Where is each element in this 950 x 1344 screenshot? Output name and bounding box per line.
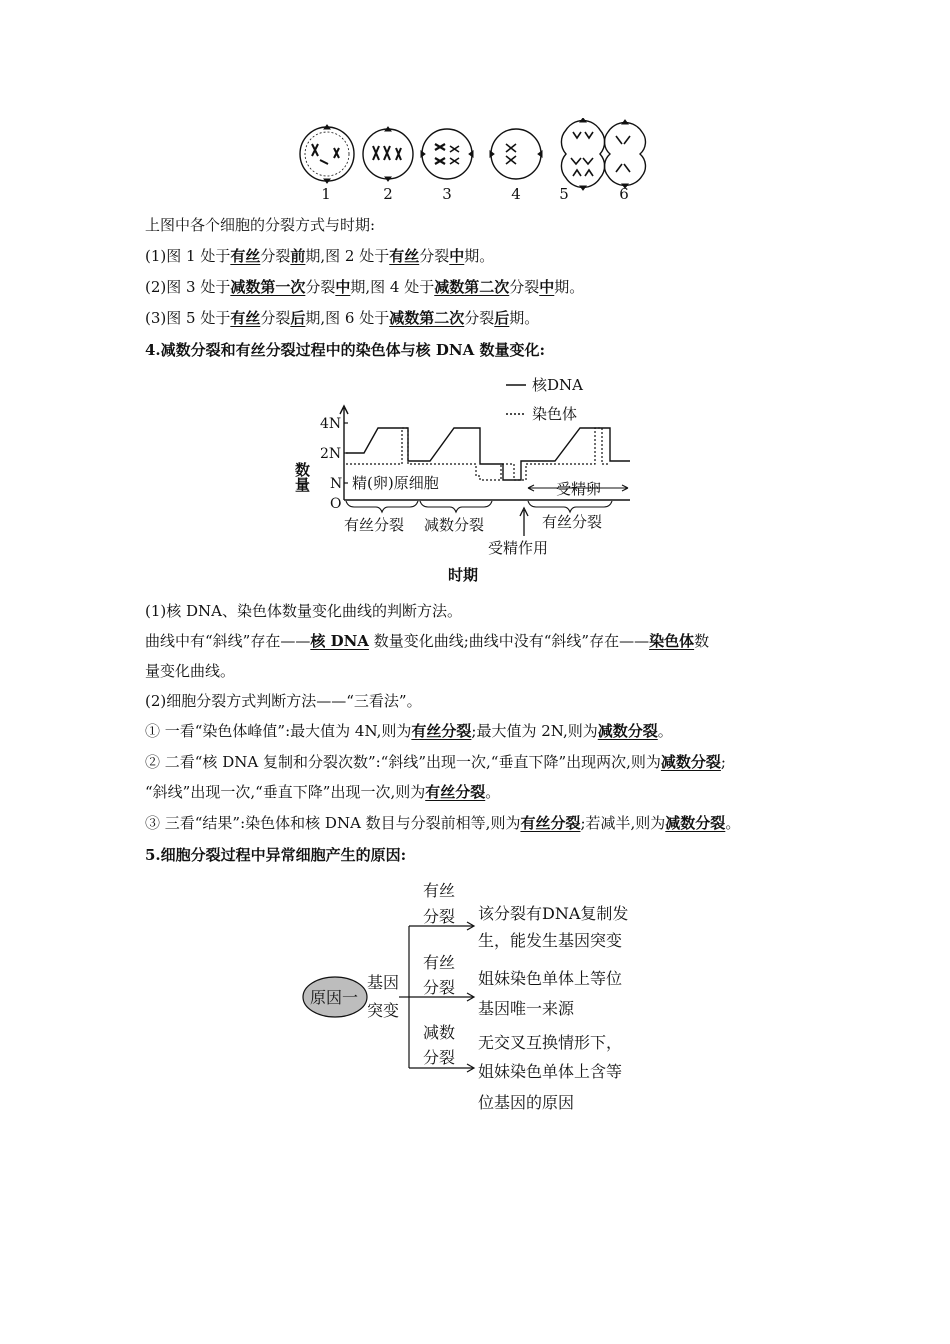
result-3-line-3: 位基因的原因	[478, 1093, 575, 1112]
look-2: ② 二看“核 DNA 复制和分裂次数”:“斜线”出现一次,“垂直下降”出现两次,则为减数分裂;	[145, 753, 726, 771]
x-axis-label: 时期	[448, 566, 479, 584]
root-node: 原因一	[310, 988, 359, 1007]
cell-label-5: 5	[559, 185, 569, 203]
cell-label-6: 6	[619, 185, 629, 203]
branch-2-bottom: 分裂	[423, 978, 456, 997]
y-tick-2n: 2N	[320, 446, 342, 462]
answer-line-2: (2)图 3 处于减数第一次分裂中期,图 4 处于减数第二次分裂中期。	[145, 278, 585, 296]
mid-node-1: 基因	[367, 973, 400, 992]
result-1-line-1: 该分裂有DNA复制发	[478, 904, 629, 923]
look-1: ① 一看“染色体峰值”:最大值为 4N,则为有丝分裂;最大值为 2N,则为减数分裂。	[145, 722, 673, 740]
cells-intro: 上图中各个细胞的分裂方式与时期:	[145, 216, 376, 234]
branch-3-top: 减数	[423, 1023, 456, 1042]
result-2-line-1: 姐妹染色单体上等位	[478, 969, 623, 988]
legend-chromosome: 染色体	[532, 405, 578, 423]
section4-heading: 4.减数分裂和有丝分裂过程中的染色体与核 DNA 数量变化:	[145, 341, 545, 359]
method-1-rule-cont: 量变化曲线。	[145, 662, 236, 680]
branch-1-top: 有丝	[423, 881, 456, 900]
mid-node-2: 突变	[367, 1001, 400, 1020]
dna-chromosome-chart	[290, 370, 650, 590]
answer-line-3: (3)图 5 处于有丝分裂后期,图 6 处于减数第二次分裂后期。	[145, 309, 540, 327]
cell-label-3: 3	[442, 185, 452, 203]
y-tick-4n: 4N	[320, 416, 342, 432]
method-1-title: (1)核 DNA、染色体数量变化曲线的判断方法。	[145, 602, 463, 620]
branch-2-top: 有丝	[423, 953, 456, 972]
cell-label-1: 1	[321, 185, 331, 203]
origin-label: O	[330, 496, 342, 512]
phase-meiosis-label: 减数分裂	[424, 516, 485, 534]
result-3-line-1: 无交叉互换情形下，	[478, 1033, 623, 1052]
fertilization-label: 受精作用	[488, 539, 549, 557]
cause-diagram	[295, 870, 655, 1120]
result-1-line-2: 生，能发生基因突变	[478, 931, 623, 950]
look-2-cont: “斜线”出现一次,“垂直下降”出现一次,则为有丝分裂。	[145, 783, 501, 801]
cell-label-2: 2	[383, 185, 393, 203]
method-1-rule: 曲线中有“斜线”存在——核 DNA 数量变化曲线;曲线中没有“斜线”存在——染色体数	[145, 632, 710, 650]
branch-3-bottom: 分裂	[423, 1048, 456, 1067]
legend-dna: 核DNA	[532, 376, 583, 394]
result-3-line-2: 姐妹染色单体上含等	[478, 1062, 623, 1081]
cell-type-label: 精(卵)原细胞	[352, 474, 439, 492]
zygote-label: 受精卵	[556, 480, 602, 498]
section5-heading: 5.细胞分裂过程中异常细胞产生的原因:	[145, 846, 407, 864]
answer-line-1: (1)图 1 处于有丝分裂前期,图 2 处于有丝分裂中期。	[145, 247, 495, 265]
y-tick-n: N	[330, 476, 343, 492]
look-3: ③ 三看“结果”:染色体和核 DNA 数目与分裂前相等,则为有丝分裂;若减半,则为减数分裂。	[145, 814, 741, 832]
cell-division-figure	[290, 118, 660, 206]
phase-mitosis-label: 有丝分裂	[344, 516, 405, 534]
y-axis-label: 数量	[293, 462, 311, 492]
phase-mitosis2-label: 有丝分裂	[542, 513, 603, 531]
branch-1-bottom: 分裂	[423, 907, 456, 926]
method-2-title: (2)细胞分裂方式判断方法——“三看法”。	[145, 692, 422, 710]
result-2-line-2: 基因唯一来源	[478, 999, 575, 1018]
cell-label-4: 4	[511, 185, 521, 203]
